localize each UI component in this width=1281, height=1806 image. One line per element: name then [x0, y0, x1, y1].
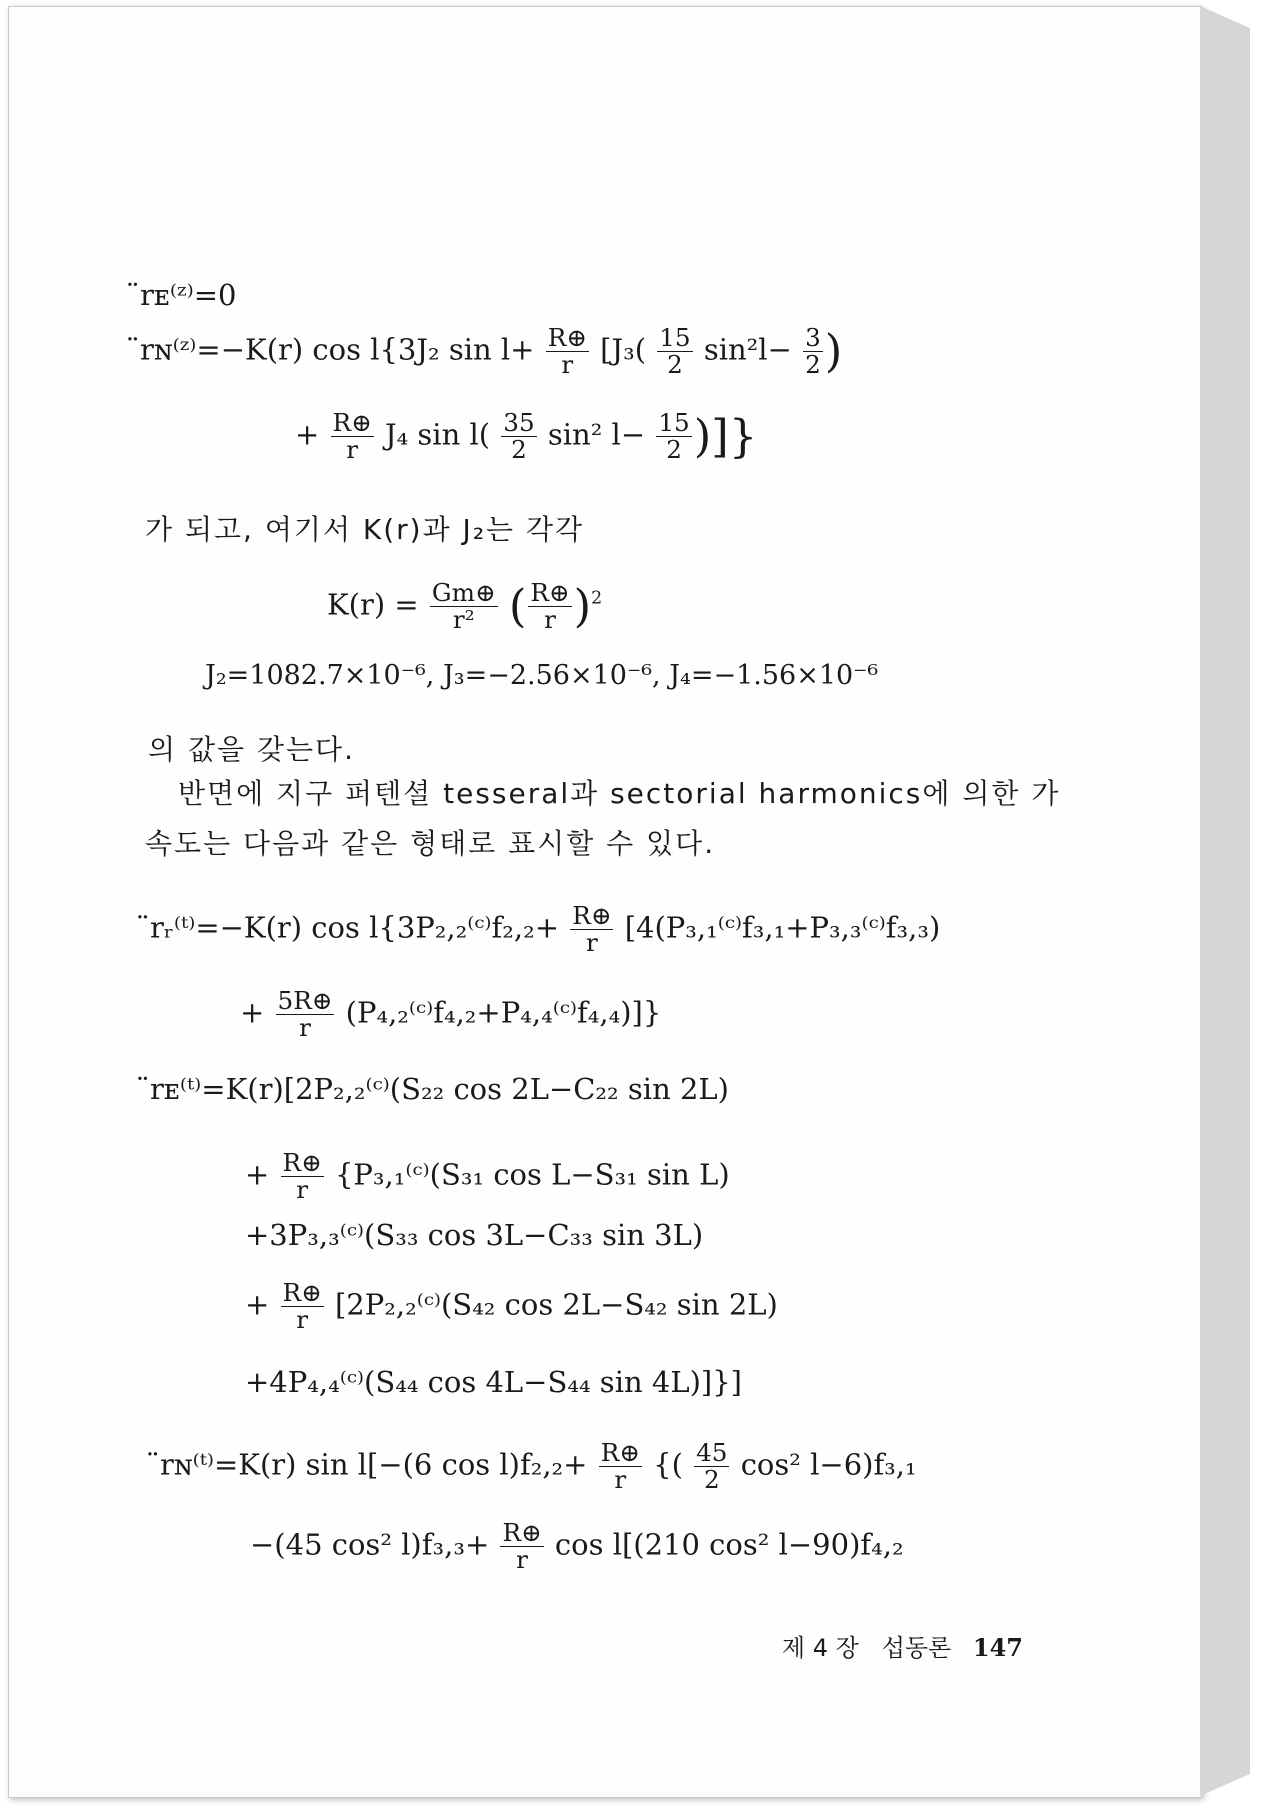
fraction: $\frac{15}{2}$	[659, 323, 691, 379]
equation-re-t-2	[245, 1150, 730, 1203]
fraction: $\frac{15}{2}$	[658, 408, 690, 464]
book-spine	[1200, 6, 1250, 1796]
equation-re-z	[140, 278, 237, 312]
page-footer	[782, 1628, 1023, 1663]
equation-text: +	[295, 417, 320, 452]
paragraph-line-2: 속도는 다음과 같은 형태로 표시할 수 있다.	[145, 827, 716, 860]
equation-re-t	[150, 1072, 729, 1106]
page-number: 147	[972, 1633, 1023, 1662]
equation-text: sin²l−	[703, 332, 792, 367]
chapter-label: 제 4 장	[781, 1634, 859, 1662]
fraction: $\frac{R\oplus}{r}$	[547, 323, 587, 379]
equation-rn-t-cont	[250, 1520, 904, 1573]
fraction: $\frac{R\oplus}{r}$	[282, 1278, 322, 1334]
equation-text: (P₄,₂⁽ᶜ⁾f₄,₂+P₄,₄⁽ᶜ⁾f₄,₄)]}	[345, 995, 662, 1030]
equation-re-t-3: +3P₃,₃⁽ᶜ⁾(S₃₃ cos 3L−C₃₃ sin 3L)	[245, 1218, 704, 1252]
chapter-title: 섭동론	[881, 1634, 952, 1662]
equation-text: J₄ sin l(	[384, 417, 491, 452]
j-values: J₂=1082.7×10⁻⁶, J₃=−2.56×10⁻⁶, J₄=−1.56×10⁻⁶	[205, 660, 879, 691]
equation-text: +	[240, 995, 265, 1030]
values-tail-text: 의 값을 갖는다.	[148, 733, 355, 766]
fraction: $\frac{R\oplus}{r}$	[572, 901, 612, 957]
equation-text: ̈rᴇ⁽ᶻ⁾=0	[140, 278, 237, 312]
paragraph-line-1: 반면에 지구 퍼텐셜 tesseral과 sectorial harmonics에 의한 가	[178, 777, 1061, 810]
equation-rn-z-cont: + $\frac{R\oplus}{r}$ J₄ sin l( $\frac{35}{2}$ sin² l− $\frac{15}{2}$ )]}	[295, 408, 758, 464]
equation-text: K(r) =	[327, 587, 419, 622]
equation-text: [4(P₃,₁⁽ᶜ⁾f₃,₁+P₃,₃⁽ᶜ⁾f₃,₃)	[624, 910, 941, 945]
equation-text: cos² l−6)f₃,₁	[740, 1447, 917, 1482]
equation-text: cos l[(210 cos² l−90)f₄,₂	[554, 1527, 904, 1562]
equation-text: ̈rɴ⁽ᵗ⁾=K(r) sin l[−(6 cos l)f₂,₂+	[160, 1447, 588, 1482]
fraction: $\frac{35}{2}$	[503, 408, 535, 464]
fraction: $\frac{R\oplus}{r}$	[332, 408, 372, 464]
equation-rr-t	[150, 903, 940, 956]
fraction: $\frac{R\oplus}{r}$	[530, 578, 570, 634]
equation-text: {P₃,₁⁽ᶜ⁾(S₃₁ cos L−S₃₁ sin L)	[334, 1157, 730, 1192]
fraction: $\frac{R\oplus}{r}$	[502, 1518, 542, 1574]
equation-text: {(	[653, 1447, 683, 1482]
intro-text: 가 되고, 여기서 K(r)과 J₂는 각각	[145, 513, 585, 546]
equation-text: −(45 cos² l)f₃,₃+	[250, 1527, 490, 1562]
fraction: $\frac{45}{2}$	[696, 1438, 728, 1494]
equation-text: +	[245, 1287, 270, 1322]
fraction: $\frac{5R\oplus}{r}$	[277, 986, 333, 1042]
equation-rr-t-cont	[240, 988, 661, 1041]
fraction: $\frac{R\oplus}{r}$	[282, 1148, 322, 1204]
equation-kr: K(r) = $\frac{Gm\oplus}{\text{r²}}$ ( $\frac{R\oplus}{r}$ )$^2$	[327, 578, 603, 634]
equation-text: [J₃(	[600, 332, 647, 367]
equation-re-t-5: +4P₄,₄⁽ᶜ⁾(S₄₄ cos 4L−S₄₄ sin 4L)]}]	[245, 1365, 742, 1399]
equation-rn-z: ̈rɴ⁽ᶻ⁾=−K(r) cos l{3J₂ sin l+ $\frac{R\oplus}{r}$ [J₃( $\frac{15}{2}$ sin²l− $\frac{3}{2}$ )	[140, 323, 843, 379]
equation-text: ̈rᵣ⁽ᵗ⁾=−K(r) cos l{3P₂,₂⁽ᶜ⁾f₂,₂+	[150, 910, 560, 945]
fraction: $\frac{3}{2}$	[805, 323, 821, 379]
equation-re-t-4	[245, 1280, 778, 1333]
equation-text: sin² l−	[547, 417, 646, 452]
fraction: $\frac{R\oplus}{r}$	[600, 1438, 640, 1494]
equation-rn-t	[160, 1440, 917, 1493]
fraction: $\frac{Gm\oplus}{\text{r²}}$	[431, 578, 496, 634]
equation-text: +	[245, 1157, 270, 1192]
equation-text: ̈rᴇ⁽ᵗ⁾=K(r)[2P₂,₂⁽ᶜ⁾(S₂₂ cos 2L−C₂₂ sin 2L)	[150, 1072, 729, 1106]
equation-text: ̈rɴ⁽ᶻ⁾=−K(r) cos l{3J₂ sin l+	[140, 332, 535, 367]
equation-text: [2P₂,₂⁽ᶜ⁾(S₄₂ cos 2L−S₄₂ sin 2L)	[334, 1287, 778, 1322]
